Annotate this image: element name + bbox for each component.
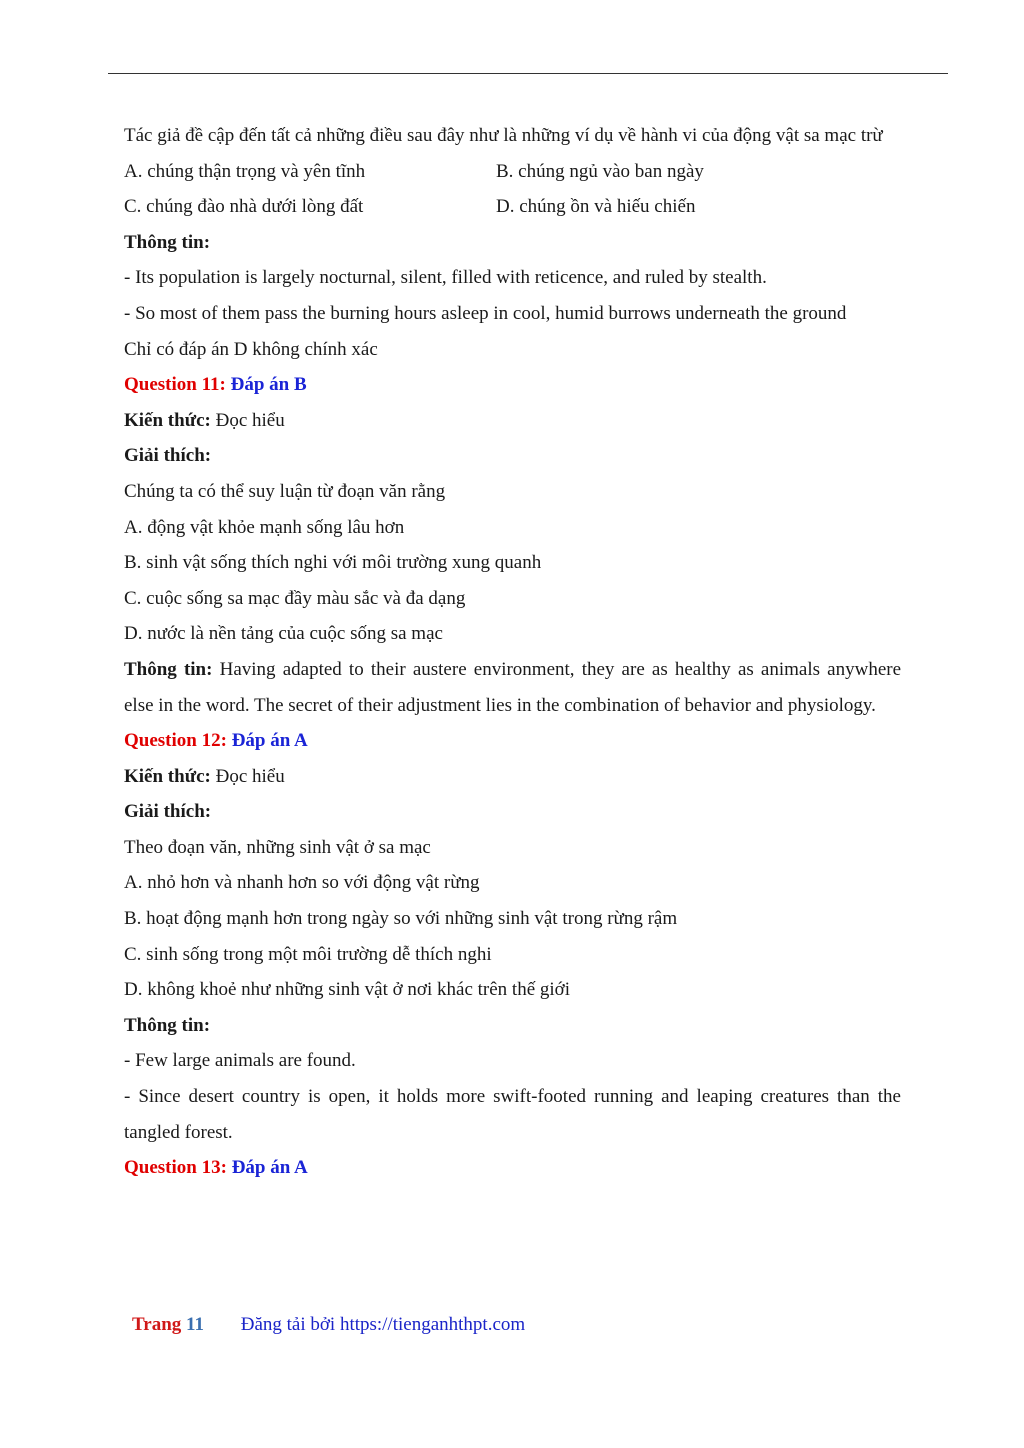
q11-option-d: D. nước là nền tảng của cuộc sống sa mạc	[124, 623, 443, 645]
q10-options-row-2	[124, 189, 901, 225]
q11-info-label: Thông tin:	[124, 658, 213, 680]
q12-option-a: A. nhỏ hơn và nhanh hơn so với động vật rừng	[124, 872, 480, 894]
q11-knowledge-value: Đọc hiểu	[215, 409, 285, 431]
q10-options-row-1	[124, 154, 901, 190]
q12-option-b: B. hoạt động mạnh hơn trong ngày so với những sinh vật trong rừng rậm	[124, 908, 678, 930]
q12-answer: Đáp án A	[231, 730, 308, 752]
footer-upload-link[interactable]: Đăng tải bởi https://tienganhthpt.com	[240, 1314, 526, 1335]
q10-info-1: - Its population is largely nocturnal, silent, filled with reticence, and ruled by stealth.	[124, 267, 767, 289]
q11-stem: Chúng ta có thể suy luận từ đoạn văn rằng	[124, 480, 446, 502]
q11-info	[124, 652, 901, 723]
q10-info-2: - So most of them pass the burning hours asleep in cool, humid burrows underneath the ground	[124, 302, 847, 324]
q12-info-1: - Few large animals are found.	[124, 1050, 356, 1072]
footer-page-word: Trang	[132, 1314, 182, 1335]
q10-option-a: A. chúng thận trọng và yên tĩnh	[124, 160, 366, 182]
document-body	[124, 118, 901, 1186]
q11-answer: Đáp án B	[230, 374, 307, 396]
q12-stem: Theo đoạn văn, những sinh vật ở sa mạc	[124, 836, 431, 858]
page-footer	[132, 1314, 525, 1336]
q11-option-c: C. cuộc sống sa mạc đầy màu sắc và đa dạng	[124, 587, 466, 609]
q13-answer: Đáp án A	[231, 1157, 308, 1179]
q11-knowledge-label: Kiến thức:	[124, 409, 211, 431]
q10-option-b: B. chúng ngủ vào ban ngày	[496, 160, 704, 182]
q10-option-d: D. chúng ồn và hiếu chiến	[496, 196, 696, 218]
q11-explain-label: Giải thích:	[124, 445, 212, 467]
q12-info-2: - Since desert country is open, it holds more swift-footed running and leaping creatures than the tangled forest.	[124, 1086, 901, 1143]
q12-option-d: D. không khoẻ như những sinh vật ở nơi khác trên thế giới	[124, 979, 570, 1001]
q11-info-text: Having adapted to their austere environment, they are as healthy as animals anywhere else in the word. The secret of their adjustment lies in the combination of behavior and physiology.	[124, 658, 902, 716]
q11-knowledge	[124, 403, 901, 439]
q11-option-b: B. sinh vật sống thích nghi với môi trường xung quanh	[124, 552, 542, 574]
q12-info-label: Thông tin:	[124, 1014, 211, 1036]
q12-knowledge-label: Kiến thức:	[124, 765, 211, 787]
q11-option-a: A. động vật khỏe mạnh sống lâu hơn	[124, 516, 405, 538]
q12-option-c: C. sinh sống trong một môi trường dễ thích nghi	[124, 943, 492, 965]
q12-knowledge-value: Đọc hiểu	[215, 765, 285, 787]
footer-page-number: 11	[186, 1314, 204, 1335]
q13-heading	[124, 1150, 901, 1186]
q10-conclusion: Chỉ có đáp án D không chính xác	[124, 338, 378, 360]
q10-option-c: C. chúng đào nhà dưới lòng đất	[124, 196, 364, 218]
q12-knowledge	[124, 759, 901, 795]
q10-info-label: Thông tin:	[124, 231, 211, 253]
q12-heading	[124, 723, 901, 759]
q12-explain-label: Giải thích:	[124, 801, 212, 823]
header-rule	[108, 73, 948, 74]
q10-stem: Tác giả đề cập đến tất cả những điều sau đây như là những ví dụ về hành vi của động vật sa mạc trừ	[124, 125, 883, 146]
q11-label: Question 11:	[124, 374, 226, 396]
q12-label: Question 12:	[124, 730, 227, 752]
q13-label: Question 13:	[124, 1157, 227, 1179]
q11-heading	[124, 367, 901, 403]
